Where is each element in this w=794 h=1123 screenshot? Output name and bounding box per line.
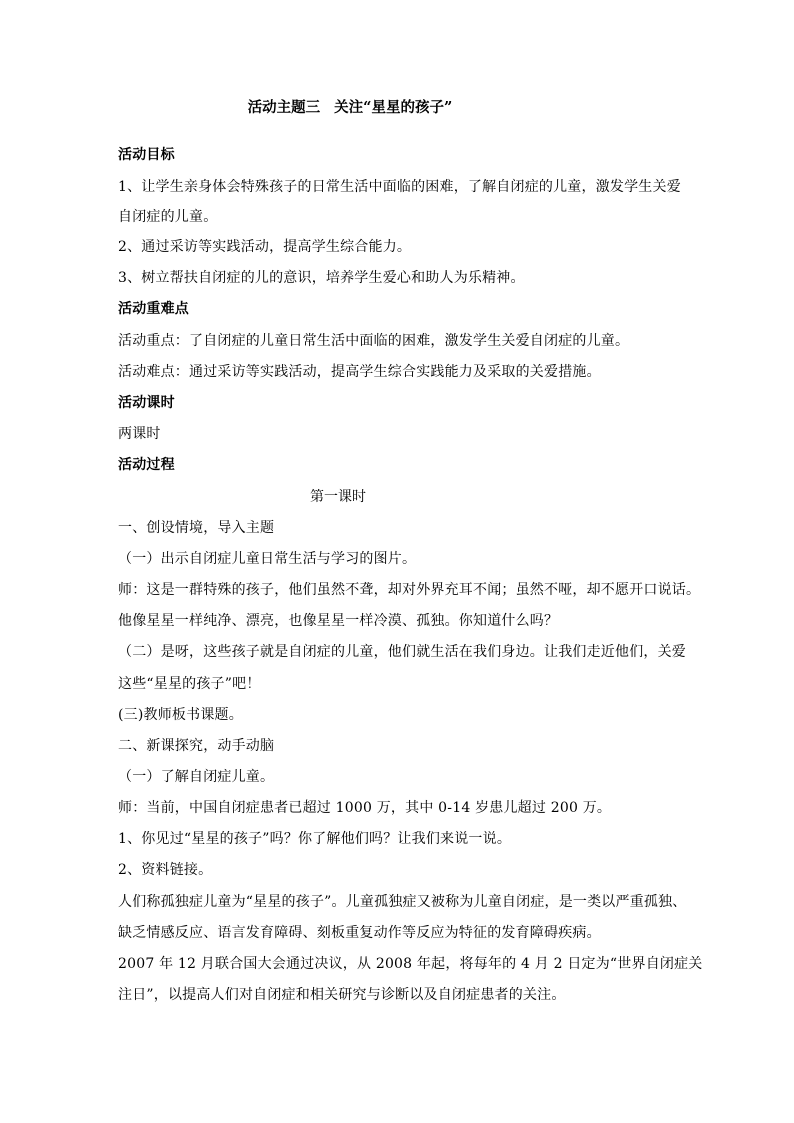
section-1-teacher-line-2: 他像星星一样纯净、漂亮，也像星星一样冷漠、孤独。你知道什么吗？ [118, 613, 559, 629]
title-theme-name: 关注“星星的孩子” [334, 99, 453, 116]
section-1-item-1: （一）出示自闭症儿童日常生活与学习的图片。 [118, 551, 417, 567]
goal-2: 2、通过采访等实践活动，提高学生综合能力。 [118, 239, 412, 255]
lesson-one-heading: 第一课时 [310, 489, 366, 505]
hours-value: 两课时 [118, 426, 161, 442]
section-1-teacher-line-1: 师：这是一群特殊的孩子，他们虽然不聋，却对外界充耳不闻；虽然不哑，却不愿开口说话。 [118, 582, 701, 598]
keypoints-heading: 活动重难点 [118, 301, 189, 317]
section-2-info-line-2: 缺乏情感反应、语言发育障碍、刻板重复动作等反应为特征的发育障碍疾病。 [118, 925, 601, 941]
goals-heading: 活动目标 [118, 147, 175, 163]
process-heading: 活动过程 [118, 457, 175, 473]
section-1-item-2-line-1: （二）是呀，这些孩子就是自闭症的儿童，他们就生活在我们身边。让我们走近他们，关爱 [118, 644, 686, 660]
section-2-info-line-4: 注日”，以提高人们对自闭症和相关研究与诊断以及自闭症患者的关注。 [118, 987, 566, 1003]
section-2-info-line-1: 人们称孤独症儿童为“星星的孩子”。儿童孤独症又被称为儿童自闭症，是一类以严重孤独、 [118, 894, 687, 910]
section-2-teacher-line: 师：当前，中国自闭症患者已超过 1000 万，其中 0-14 岁患儿超过 200 万。 [118, 800, 612, 816]
key-point: 活动重点：了自闭症的儿童日常生活中面临的困难，激发学生关爱自闭症的儿童。 [118, 333, 630, 349]
goal-1-line-2: 自闭症的儿童。 [118, 209, 218, 225]
section-2-question-2: 2、资料链接。 [118, 862, 213, 878]
section-2-question-1: 1、你见过“星星的孩子”吗？你了解他们吗？让我们来说一说。 [118, 831, 512, 847]
difficult-point: 活动难点：通过采访等实践活动，提高学生综合实践能力及采取的关爱措施。 [118, 364, 601, 380]
goal-1-line-1: 1、让学生亲身体会特殊孩子的日常生活中面临的困难，了解自闭症的儿童，激发学生关爱 [118, 179, 681, 195]
section-1-heading: 一、创设情境，导入主题 [118, 520, 275, 536]
goal-3: 3、树立帮扶自闭症的儿的意识，培养学生爱心和助人为乐精神。 [118, 270, 525, 286]
section-2-heading: 二、新课探究，动手动脑 [118, 738, 275, 754]
section-2-info-line-3: 2007 年 12 月联合国大会通过决议，从 2008 年起，将每年的 4 月 2 日定为“世界自闭症关 [118, 956, 703, 972]
section-1-item-3: (三)教师板书课题。 [118, 707, 243, 723]
document-title [0, 98, 700, 118]
section-2-item-1: （一）了解自闭症儿童。 [118, 769, 275, 785]
hours-heading: 活动课时 [118, 395, 175, 411]
section-1-item-2-line-2: 这些“星星的孩子”吧！ [118, 676, 261, 692]
title-theme-number: 活动主题三 [247, 99, 321, 116]
